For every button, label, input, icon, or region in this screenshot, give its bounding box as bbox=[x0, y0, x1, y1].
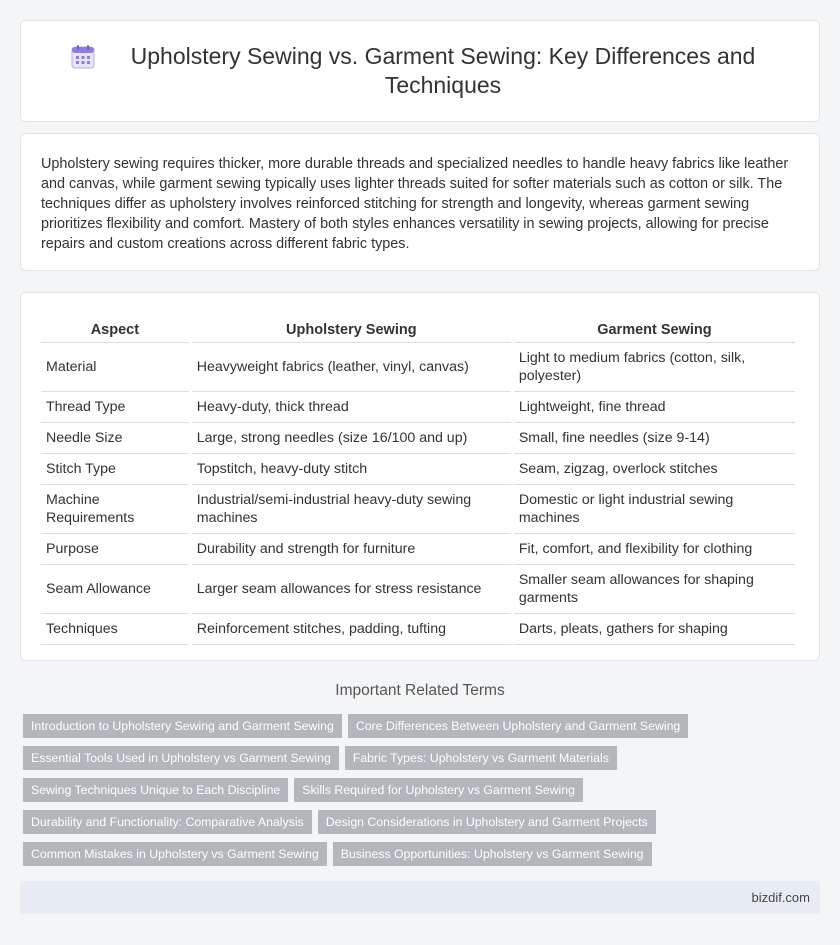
related-terms-row bbox=[23, 810, 813, 834]
related-term-link[interactable]: Fabric Types: Upholstery vs Garment Materials bbox=[345, 746, 617, 770]
table-cell: Heavyweight fabrics (leather, vinyl, canvas) bbox=[192, 343, 511, 392]
related-term-link[interactable]: Design Considerations in Upholstery and Garment Projects bbox=[318, 810, 656, 834]
related-terms-heading: Important Related Terms bbox=[335, 682, 505, 699]
column-header-upholstery: Upholstery Sewing bbox=[192, 313, 511, 343]
comparison-table-card bbox=[20, 292, 820, 661]
table-cell: Machine Requirements bbox=[41, 485, 189, 534]
table-cell: Domestic or light industrial sewing machines bbox=[514, 485, 795, 534]
table-cell: Seam Allowance bbox=[41, 565, 189, 614]
related-term-link[interactable]: Skills Required for Upholstery vs Garment Sewing bbox=[294, 778, 583, 802]
table-cell: Stitch Type bbox=[41, 454, 189, 485]
related-terms-list bbox=[23, 714, 813, 874]
table-cell: Durability and strength for furniture bbox=[192, 534, 511, 565]
table-cell: Smaller seam allowances for shaping garments bbox=[514, 565, 795, 614]
related-term-link[interactable]: Introduction to Upholstery Sewing and Garment Sewing bbox=[23, 714, 342, 738]
related-term-link[interactable]: Durability and Functionality: Comparative Analysis bbox=[23, 810, 312, 834]
table-cell: Needle Size bbox=[41, 423, 189, 454]
table-cell: Seam, zigzag, overlock stitches bbox=[514, 454, 795, 485]
table-row bbox=[41, 454, 795, 485]
table-row bbox=[41, 614, 795, 645]
footer-site-link[interactable]: bizdif.com bbox=[751, 890, 810, 905]
table-row bbox=[41, 565, 795, 614]
table-cell: Light to medium fabrics (cotton, silk, polyester) bbox=[514, 343, 795, 392]
table-cell: Small, fine needles (size 9-14) bbox=[514, 423, 795, 454]
intro-card bbox=[20, 133, 820, 271]
table-cell: Larger seam allowances for stress resistance bbox=[192, 565, 511, 614]
table-cell: Purpose bbox=[41, 534, 189, 565]
related-terms-row bbox=[23, 842, 813, 866]
table-row bbox=[41, 423, 795, 454]
related-term-link[interactable]: Business Opportunities: Upholstery vs Garment Sewing bbox=[333, 842, 652, 866]
related-term-link[interactable]: Sewing Techniques Unique to Each Discipline bbox=[23, 778, 288, 802]
related-terms-row bbox=[23, 714, 813, 738]
related-terms-row bbox=[23, 778, 813, 802]
column-header-aspect: Aspect bbox=[41, 313, 189, 343]
table-cell: Industrial/semi-industrial heavy-duty sewing machines bbox=[192, 485, 511, 534]
related-term-link[interactable]: Core Differences Between Upholstery and Garment Sewing bbox=[348, 714, 688, 738]
table-row bbox=[41, 392, 795, 423]
table-cell: Large, strong needles (size 16/100 and up) bbox=[192, 423, 511, 454]
related-terms-row bbox=[23, 746, 813, 770]
related-term-link[interactable]: Common Mistakes in Upholstery vs Garment Sewing bbox=[23, 842, 327, 866]
column-header-garment: Garment Sewing bbox=[514, 313, 795, 343]
intro-paragraph: Upholstery sewing requires thicker, more durable threads and specialized needles to handle heavy fabrics like leather and canvas, while garment sewing typically uses lighter threads suited for softer materials such as cotton or silk. The techniques differ as upholstery involves reinforced stitching for strength and longevity, whereas garment sewing prioritizes flexibility and comfort. Mastery of both styles enhances versatility in sewing projects, allowing for precise repairs and custom creations across different fabric types. bbox=[41, 156, 789, 252]
table-cell: Lightweight, fine thread bbox=[514, 392, 795, 423]
comparison-table bbox=[38, 313, 798, 645]
page-title: Upholstery Sewing vs. Garment Sewing: Key Differences and Techniques bbox=[130, 43, 756, 98]
table-cell: Topstitch, heavy-duty stitch bbox=[192, 454, 511, 485]
table-cell: Darts, pleats, gathers for shaping bbox=[514, 614, 795, 645]
related-term-link[interactable]: Essential Tools Used in Upholstery vs Garment Sewing bbox=[23, 746, 339, 770]
table-row bbox=[41, 343, 795, 392]
table-row bbox=[41, 534, 795, 565]
table-row bbox=[41, 485, 795, 534]
table-cell: Fit, comfort, and flexibility for clothing bbox=[514, 534, 795, 565]
table-cell: Material bbox=[41, 343, 189, 392]
footer bbox=[20, 881, 820, 914]
header-card bbox=[20, 20, 820, 122]
calendar-icon bbox=[70, 44, 96, 70]
table-cell: Techniques bbox=[41, 614, 189, 645]
table-cell: Reinforcement stitches, padding, tufting bbox=[192, 614, 511, 645]
table-cell: Heavy-duty, thick thread bbox=[192, 392, 511, 423]
table-header-row bbox=[41, 313, 795, 343]
table-cell: Thread Type bbox=[41, 392, 189, 423]
